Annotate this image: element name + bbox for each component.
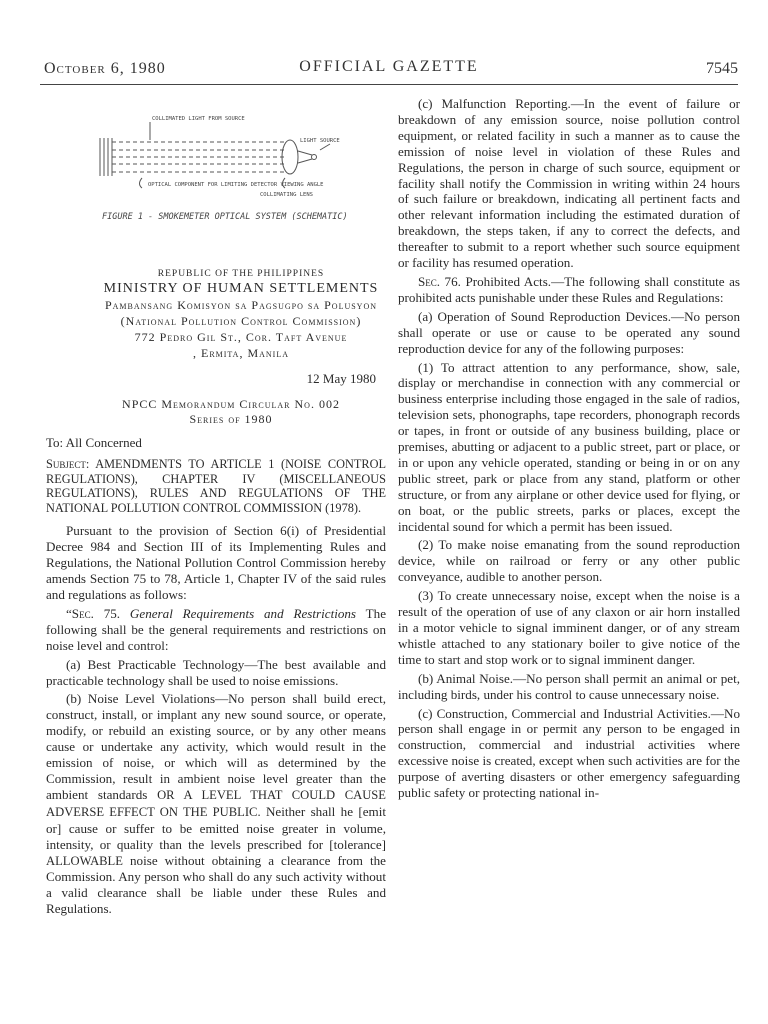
memo-to: To: All Concerned [46,435,142,450]
circular-series: Series of 1980 [189,412,273,426]
sec75-b-caps: OR A LEVEL THAT COULD CAUSE ADVERSE EFFECT ON THE PUBLIC. [46,787,386,819]
right-column [398,96,740,1006]
figure-caption: FIGURE 1 - SMOKEMETER OPTICAL SYSTEM (SCHEMATIC) [102,212,348,222]
ministry-line: MINISTRY OF HUMAN SETTLEMENTS [103,281,379,296]
republic-line: REPUBLIC OF THE PHILIPPINES [157,269,325,279]
sec75-b-text-1: (b) Noise Level Violations—No person shall build erect, construct, install, or implant any new sound source, or operate, modify, or rebuild an existing source, or by any other means cause or undertake any activity, which would result in the emission of noise, or which will as determined by the Commission, result in ambient noise level greater than the ambient standards [46,691,386,802]
page-header [40,56,738,85]
memo-date: 12 May 1980 [306,371,376,386]
label-optical-component [148,182,324,188]
label-collimated-light: COLLIMATED LIGHT FROM SOURCE [152,116,245,122]
header-title: OFFICIAL GAZETTE [299,58,479,75]
sec75-b-caps-2: ALLOWABLE [46,853,123,868]
sec76-a-sound-devices: (a) Operation of Sound Reproduction Devices.—No person shall operate or use or cause to be operated any sound reproduction device for any of the following purposes: [398,308,740,356]
sec76-b-animal-noise: (b) Animal Noise.—No person shall permit an animal or pet, including birds, under his control to cause unnecessary noise. [398,670,740,702]
sec76-a-item-2: (2) To make noise emanating from the sound reproduction device, while on railroad or ferry or any other public conveyance, audible to another person. [398,537,740,585]
subject-label: Subject: [46,457,90,471]
circular-number: NPCC Memorandum Circular No. 002 [122,397,340,411]
sec76-c-construction: (c) Construction, Commercial and Industrial Activities.—No person shall engage in or permit any person to be engaged in construction, commercial and industrial activities where excessive noise is created, except when such activities are for the purpose of averting disasters or other emergency safeguarding public safety or protecting national in- [398,705,740,801]
sec75-c-malfunction: (c) Malfunction Reporting.—In the event of failure or breakdown of any emission source, noise pollution control equipment, or related facility in such a manner as to cause the emission of noise level in violation of these Rules and Regulations, the person in charge of such source, equipment or facility shall notify the Commission in writing within 24 hours of such failure or breakdown, indicating all pertinent facts and other relevant information including the estimated duration of breakdown, the steps taken, if any to correct the defects, and thereafter to submit to a report whether such source equipment or facility has resumed operation. [398,96,740,271]
sec75-a: (a) Best Practicable Technology—The best available and practicable technology shall be used to noise emissions. [46,656,386,688]
sec76-a-item-1: (1) To attract attention to any performance, show, sale, display or merchandise in connection with any commercial or business enterprise including those engaged in the sale of radios, television sets, phonographs, tape recorders, phonograph records or tapes, in front or outside of any business building, place or premises, abutting or adjacent to a public street, part or place, or in or upon any vehicle operated, standing or being in or on any public street, park or place from any stand, platform or other structure, or from any airplane or other device used for flying, or on boat, or the public streets, parks or places, except the incidental sound for which a permit has been issued. [398,359,740,534]
sec75-b [46,691,386,917]
memo-subject [46,457,386,515]
address-line-2: , Ermita, Manila [192,346,290,360]
header-date: October 6, 1980 [44,60,166,77]
sec76-a-item-3: (3) To create unnecessary noise, except when the noise is a result of the operation of use of any claxon or air horn installed in a motor vehicle to signal imminent danger, or of any stream whistle attached to any stationary boiler to give notice of the time to start and stop work or to signal imminent danger. [398,588,740,667]
komisyon-line: Pambansang Komisyon sa Pagsugpo sa Polusyon [104,298,378,312]
subject-text: AMENDMENTS TO ARTICLE 1 (NOISE CONTROL REGULATIONS), CHAPTER IV (MISCELLANEOUS REGULATIONS), RULES AND REGULATIONS OF THE NATIONAL POLLUTION CONTROL COMMISSION (1978). [46,457,386,515]
label-light-source: LIGHT SOURCE [300,138,340,144]
npcc-line: (National Pollution Control Commission) [120,314,362,328]
sec76-text: Prohibited Acts.—The following shall constitute as prohibited acts punishable under these Rules and Regulations: [398,273,740,305]
memo-intro: Pursuant to the provision of Section 6(i) of Presidential Decree 984 and Section III of its Implementing Rules and Regulations, the National Pollution Control Commission hereby amends Section 75 to 78, Article 1, Chapter IV of the said rules and regulations as follows: [46,523,386,602]
sec75-paragraph [46,606,386,654]
sec75-b-text-2: Neither shall he [emit or] cause or suffer to be emitted noise greater in volume, intensity, or quality than the levels prescribed for [tolerance] [46,803,386,852]
sec75-prefix: “Sec. 75. [66,605,121,621]
sec75-b-text-3: noise without obtaining a clearance from the Commission. Any person who shall do any such activity without a valid clearance shall be liable under these Rules and Regulations. [46,852,386,917]
sec75-text: The following shall be the general requirements and restrictions on noise level and control: [46,605,386,653]
smokemeter-schematic [90,106,340,208]
sec75-title: General Requirements and Restrictions [129,605,357,621]
letterhead [46,268,386,361]
sec76-prefix: Sec. 76. [418,273,461,289]
address-line-1: 772 Pedro Gil St., Cor. Taft Avenue [134,330,348,344]
label-collimating-lens: COLLIMATING LENS [260,192,313,198]
memo-circular [76,397,386,427]
sec76-paragraph [398,274,740,306]
page-number: 7545 [706,60,738,77]
figure-smokemeter [46,96,386,248]
label-optical-line: OPTICAL COMPONENT FOR LIMITING DETECTOR VIEWING ANGLE [148,182,324,188]
left-column [46,96,386,1006]
